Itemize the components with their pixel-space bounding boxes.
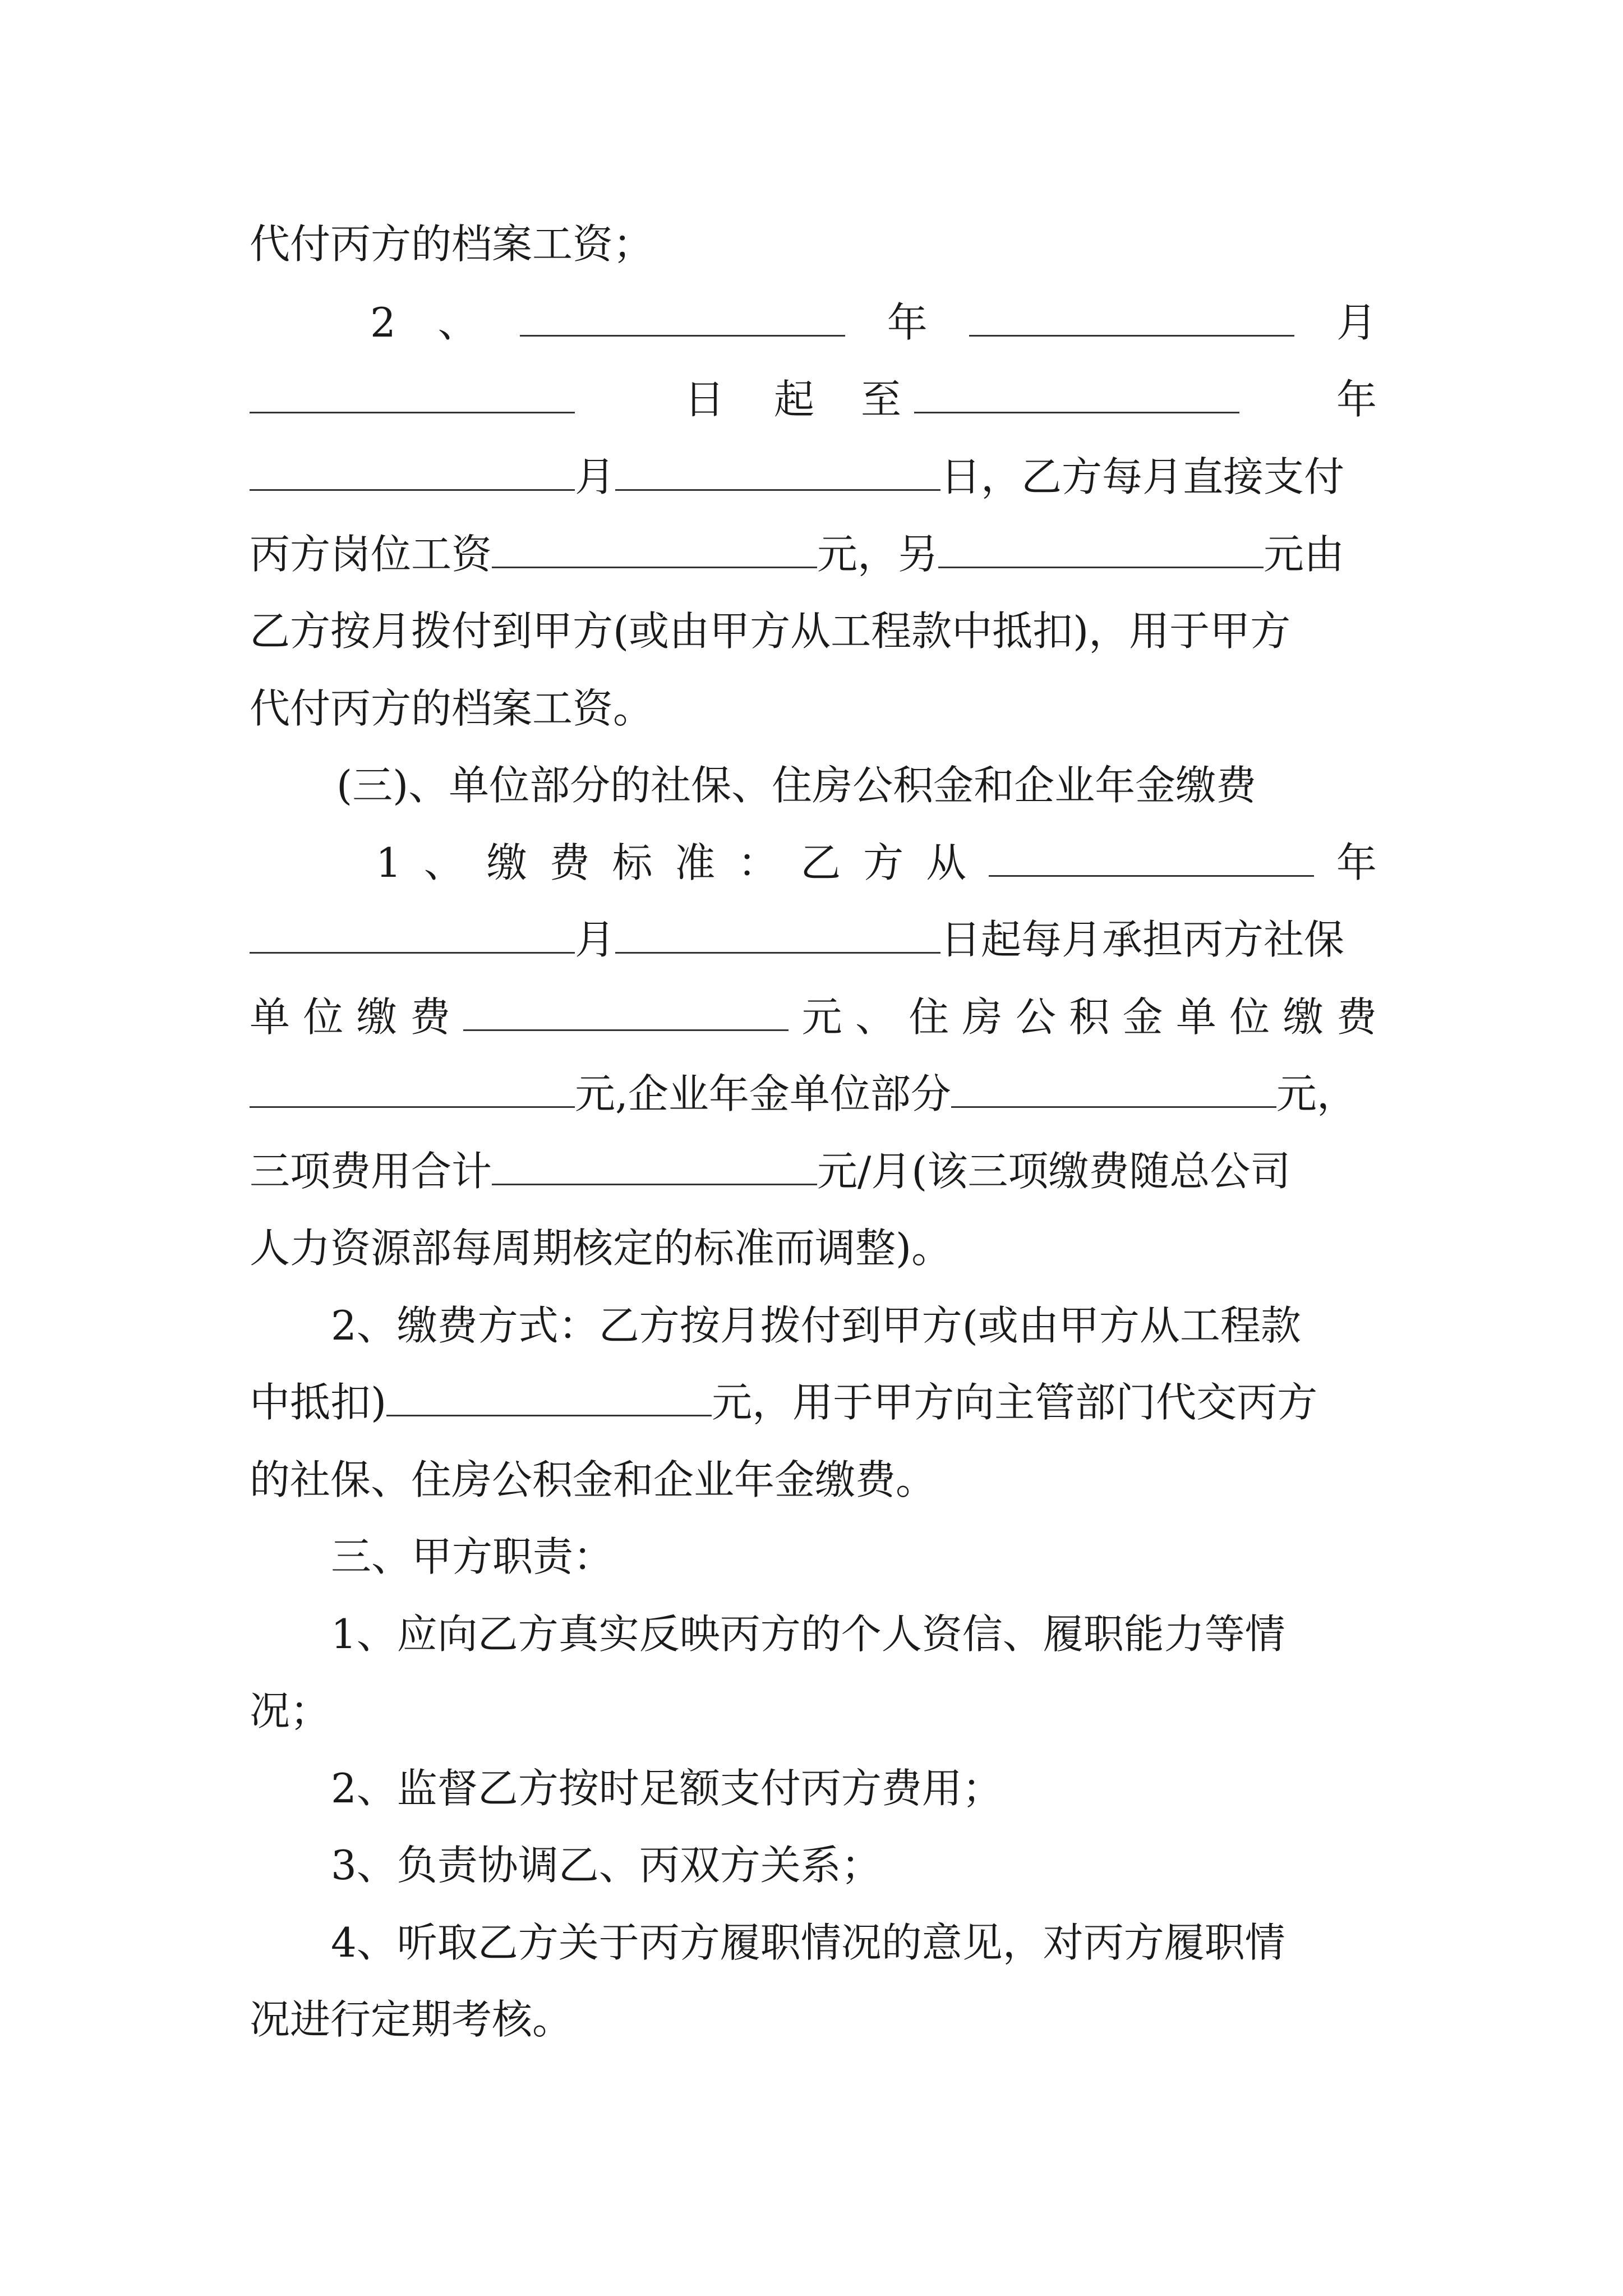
list-item: 2、监督乙方按时足额支付丙方费用；	[331, 1765, 1003, 1812]
blank-field[interactable]	[969, 300, 1294, 337]
text-line: 的社保、住房公积金和企业年金缴费。	[250, 1456, 937, 1503]
text-line: 人力资源部每周期核定的标准而调整)。	[250, 1225, 952, 1272]
blank-field[interactable]	[463, 995, 789, 1031]
blank-field[interactable]	[250, 917, 575, 954]
blank-field[interactable]	[615, 454, 940, 491]
list-item: 3、负责协调乙、丙双方关系；	[331, 1842, 882, 1889]
section-heading: (三)、单位部分的社保、住房公积金和企业年金缴费	[336, 762, 1257, 809]
blank-field[interactable]	[520, 300, 845, 337]
item-number: 2	[370, 299, 396, 346]
blank-field[interactable]	[492, 532, 817, 568]
text-line: 2、缴费方式：乙方按月拨付到甲方(或由甲方从工程款	[331, 1302, 1301, 1349]
list-item: 1、应向乙方真实反映丙方的个人资信、履职能力等情	[331, 1611, 1285, 1658]
blank-field[interactable]	[938, 532, 1264, 568]
blank-field[interactable]	[250, 1071, 575, 1108]
blank-field[interactable]	[250, 377, 575, 413]
blank-field[interactable]	[615, 917, 940, 954]
section-heading: 三、甲方职责：	[331, 1533, 614, 1580]
text-line: 元,企业年金单位部分 元，	[250, 1060, 1377, 1128]
list-item: 4、听取乙方关于丙方履职情况的意见，对丙方履职情	[331, 1919, 1285, 1966]
blank-field[interactable]	[386, 1380, 712, 1416]
blank-field[interactable]	[914, 377, 1239, 413]
text-line: 况进行定期考核。	[250, 1996, 573, 2043]
text-line: 况；	[250, 1687, 331, 1734]
text-line: 月 日起每月承担丙方社保	[250, 906, 1377, 973]
text-line: 月 日，乙方每月直接支付	[250, 443, 1377, 510]
text-line: 中抵扣) 元，用于甲方向主管部门代交丙方	[250, 1379, 1318, 1426]
text-line: 单 位 缴 费 元 、 住 房 公 积 金 单 位 缴 费	[250, 993, 1377, 1041]
text-line-date-range: 日 起 至 年	[250, 366, 1377, 433]
text-line-date-range: 2 、 年 月	[370, 289, 1377, 356]
blank-field[interactable]	[492, 1149, 817, 1185]
text-line: 1 、 缴 费 标 准 ： 乙 方 从 年	[376, 839, 1377, 886]
text-line: 代付丙方的档案工资；	[250, 220, 654, 268]
blank-field[interactable]	[250, 454, 575, 491]
text-line: 代付丙方的档案工资。	[250, 685, 654, 732]
text-line: 乙方按月拨付到甲方(或由甲方从工程款中抵扣)，用于甲方	[250, 608, 1291, 655]
blank-field[interactable]	[951, 1071, 1276, 1108]
blank-field[interactable]	[989, 840, 1314, 877]
text-line: 丙方岗位工资 元，另 元由	[250, 531, 1345, 578]
text-line: 三项费用合计 元/月(该三项缴费随总公司	[250, 1148, 1291, 1195]
